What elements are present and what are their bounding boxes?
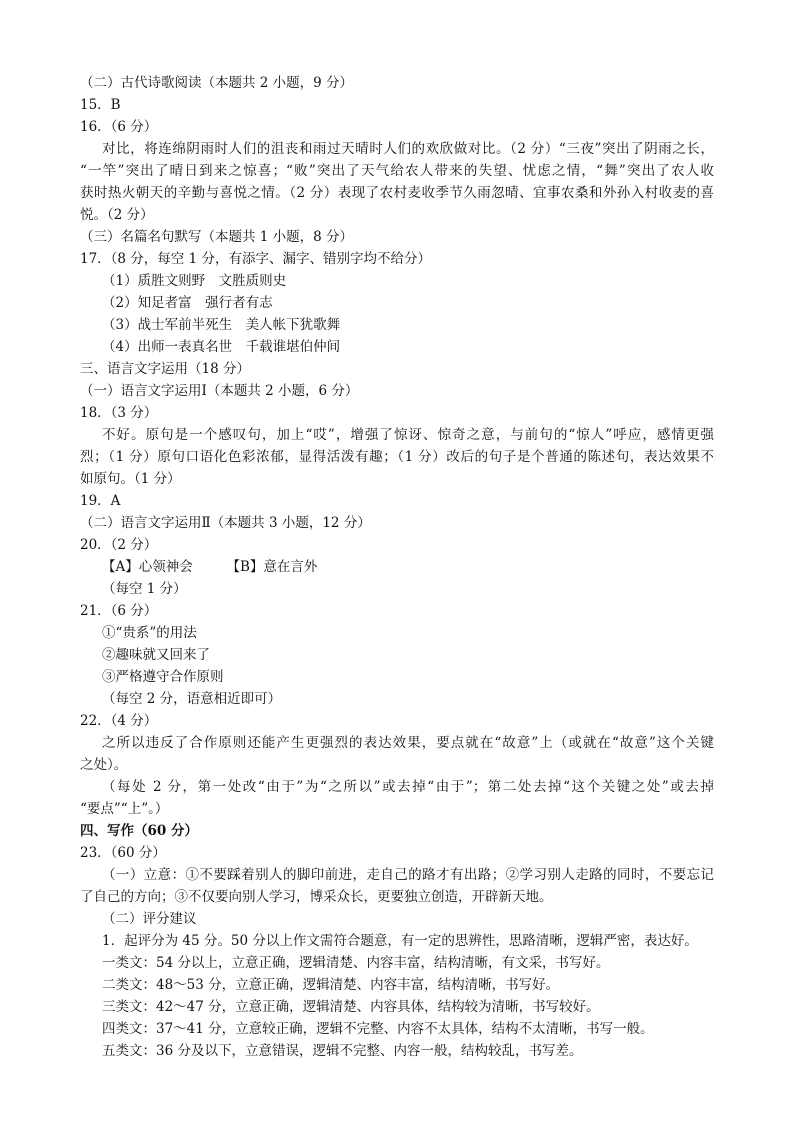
answer-16-line-3: 获时热火朝天的辛勤与喜悦之情。（2 分）表现了农村麦收季节久雨忽晴、宜事农桑和外孙入村收麦的喜: [80, 185, 714, 201]
question-16-heading: 16．（6 分）: [80, 119, 158, 135]
answer-17-2: （2）知足者富 强行者有志: [102, 295, 273, 311]
answer-16-line-2: “一竿”突出了晴日到来之惊喜；“败”突出了天气给农人带来的失望、忧虑之情，“舞”突出了农人收: [80, 163, 714, 179]
answer-22-line-1: 之所以违反了合作原则还能产生更强烈的表达效果，要点就在“故意”上（或就在“故意”这个关键: [102, 735, 714, 751]
section-heading-poetry: （二）古代诗歌阅读（本题共 2 小题，9 分）: [80, 75, 354, 91]
part-three-heading: 三、语言文字运用（18 分）: [80, 361, 250, 377]
question-20-heading: 20．（2 分）: [80, 537, 158, 553]
answer-19: 19．A: [80, 493, 121, 509]
answer-17-3: （3）战士军前半死生 美人帐下犹歌舞: [102, 317, 341, 333]
scoring-class-4: 四类文：37～41 分，立意较正确，逻辑不完整、内容不太具体，结构不太清晰，书写一般。: [102, 1021, 654, 1037]
scoring-heading: （二）评分建议: [102, 911, 197, 927]
answer-20: 【A】心领神会 【B】意在言外: [102, 559, 318, 575]
answer-22-note-2: “要点”“上”。）: [80, 801, 169, 817]
section-heading-dictation: （三）名篇名句默写（本题共 1 小题，8 分）: [80, 229, 354, 245]
scoring-rule-1: 1．起评分为 45 分。50 分以上作文需符合题意，有一定的思辨性，思路清晰，逻辑严密，表达好。: [102, 933, 698, 949]
answer-23-theme-line-2: 了自己的方向；③不仅要向别人学习，博采众长，更要独立创造，开辟新天地。: [80, 889, 553, 905]
answer-22-note-1: （每处 2 分，第一处改“由于”为“之所以”或去掉“由于”；第二处去掉“这个关键之处”或去掉: [102, 779, 714, 795]
answer-21-note: （每空 2 分，语意相近即可）: [102, 691, 282, 707]
answer-23-theme-line-1: （一）立意：①不要踩着别人的脚印前进，走自己的路才有出路；②学习别人走路的同时，不要忘记: [102, 867, 714, 883]
answer-16-line-4: 悦。（2 分）: [80, 207, 154, 223]
question-18-heading: 18．（3 分）: [80, 405, 158, 421]
part-four-heading: 四、写作（60 分）: [80, 823, 198, 839]
scoring-class-3: 三类文：42～47 分，立意正确，逻辑清楚、内容具体，结构较为清晰，书写较好。: [102, 999, 600, 1015]
answer-17-4: （4）出师一表真名世 千载谁堪伯仲间: [102, 339, 341, 355]
answer-22-line-2: 之处）。: [80, 757, 128, 773]
scoring-class-2: 二类文：48～53 分，立意正确，逻辑清楚、内容丰富，结构清晰，书写好。: [102, 977, 560, 993]
answer-21-2: ②趣味就又回来了: [102, 647, 210, 663]
answer-21-3: ③严格遵守合作原则: [102, 669, 224, 685]
answer-17-1: （1）质胜文则野 文胜质则史: [102, 273, 287, 289]
question-23-heading: 23．（60 分）: [80, 845, 166, 861]
scoring-class-5: 五类文：36 分及以下，立意错误，逻辑不完整、内容一般，结构较乱，书写差。: [102, 1043, 583, 1059]
question-21-heading: 21．（6 分）: [80, 603, 158, 619]
answer-15: 15．B: [80, 97, 121, 113]
section-heading-language-2: （二）语言文字运用Ⅱ（本题共 3 小题，12 分）: [80, 515, 371, 531]
answer-21-1: ①“贵系”的用法: [102, 625, 197, 641]
answer-16-line-1: 对比，将连绵阴雨时人们的沮丧和雨过天晴时人们的欢欣做对比。（2 分）“三夜”突出了阴雨之长，: [102, 141, 714, 157]
section-heading-language-1: （一）语言文字运用Ⅰ（本题共 2 小题，6 分）: [80, 383, 359, 399]
answer-18-line-2: 烈；（1 分）原句口语化色彩浓郁，显得活泼有趣；（1 分）改后的句子是个普通的陈述句，表达效果不: [80, 449, 714, 465]
question-17-heading: 17．（8 分，每空 1 分，有添字、漏字、错别字均不给分）: [80, 251, 431, 267]
question-22-heading: 22．（4 分）: [80, 713, 158, 729]
answer-20-note: （每空 1 分）: [102, 581, 187, 597]
answer-18-line-1: 不好。原句是一个感叹句，加上“哎”，增强了惊讶、惊奇之意，与前句的“惊人”呼应，感情更强: [102, 427, 714, 443]
scoring-class-1: 一类文：54 分以上，立意正确，逻辑清楚、内容丰富，结构清晰，有文采，书写好。: [102, 955, 610, 971]
answer-18-line-3: 如原句。（1 分）: [80, 471, 181, 487]
